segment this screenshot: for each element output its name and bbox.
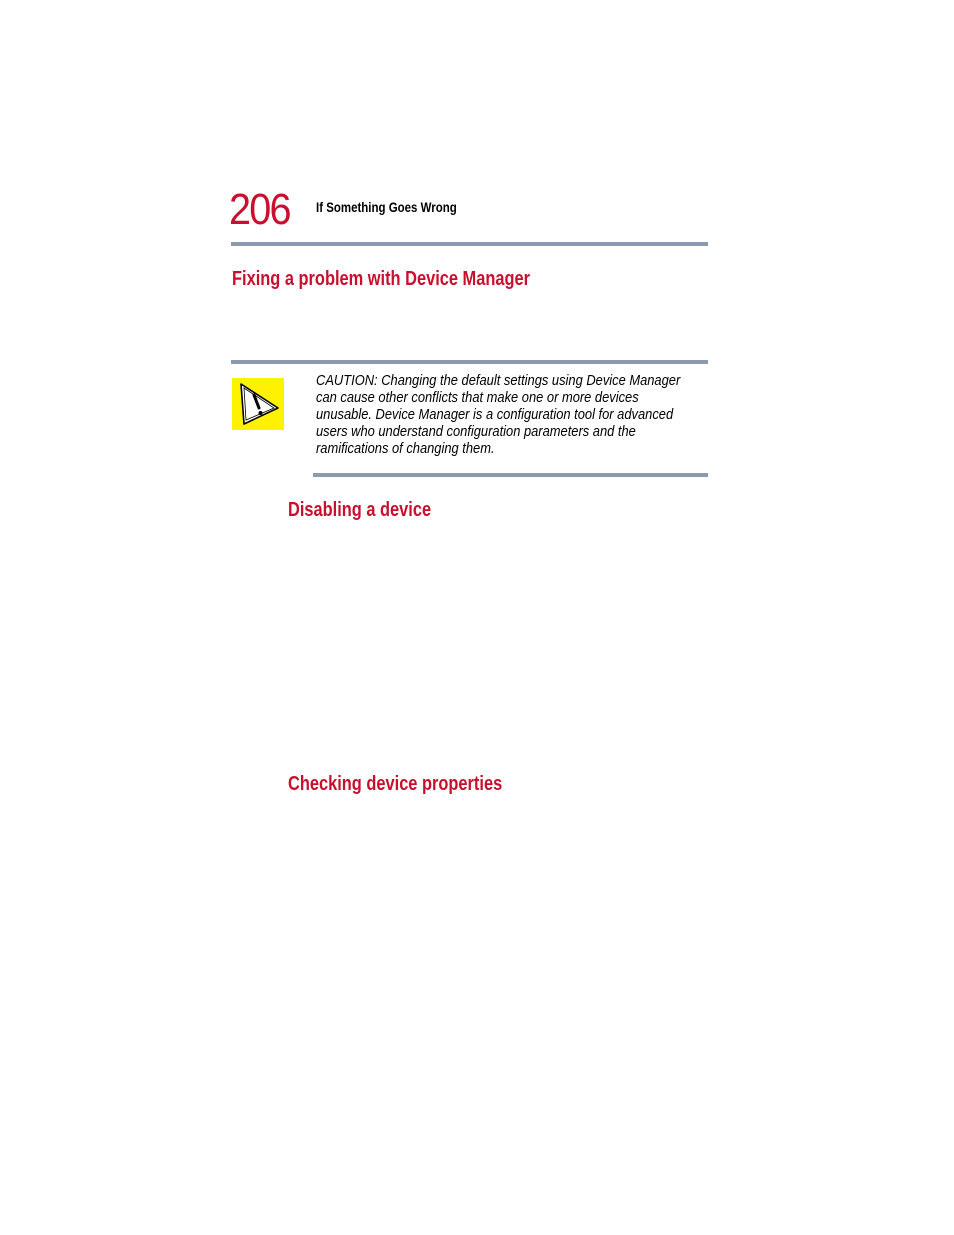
- subsection-heading-disabling-device: Disabling a device: [288, 499, 432, 521]
- section-heading-device-manager: Fixing a problem with Device Manager: [232, 268, 531, 290]
- caution-bottom-rule: [313, 473, 708, 477]
- subsection-heading-checking-properties: Checking device properties: [288, 773, 503, 795]
- header-rule: [231, 242, 708, 246]
- running-head: If Something Goes Wrong: [316, 199, 457, 215]
- caution-top-rule: [231, 360, 708, 364]
- page-number: 206: [229, 185, 290, 234]
- caution-warning-icon: [232, 378, 284, 430]
- caution-text: CAUTION: Changing the default settings using Device Manager can cause other conflicts that make one or more devices unusable. Device Manager is a configuration tool for advanced users who understand configuration parameters and the ramifications of changing them.: [316, 372, 681, 457]
